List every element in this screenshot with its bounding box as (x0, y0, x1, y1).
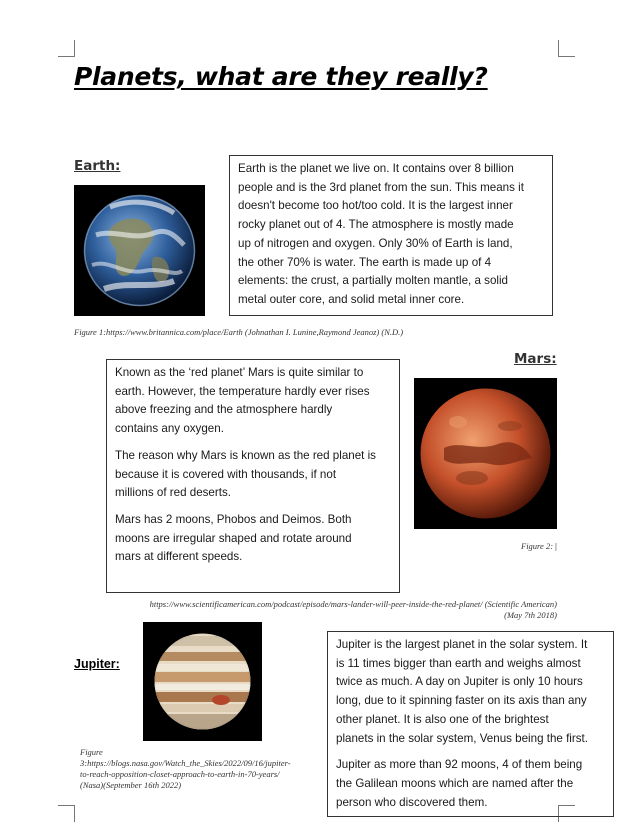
mars-text-line: earth. However, the temperature hardly ever rises (115, 384, 370, 398)
mars-globe-graphic (414, 378, 557, 529)
mars-text-line: because it is covered with thousands, if not (115, 467, 337, 481)
mars-heading: Mars: (514, 351, 557, 367)
earth-image[interactable] (74, 185, 205, 316)
jupiter-text-line: twice as much. A day on Jupiter is only 10 hours (336, 675, 583, 689)
jupiter-text-line: person who discovered them. (336, 795, 488, 809)
jupiter-text-line: other planet. It is also one of the brightest (336, 712, 549, 726)
mars-paragraph-3 (115, 511, 391, 567)
mars-figure-label: Figure 2: | (521, 541, 557, 551)
earth-heading: Earth: (74, 158, 121, 174)
jupiter-text-box[interactable] (327, 631, 614, 817)
jupiter-text-line: is 11 times bigger than earth and weighs almost (336, 656, 581, 670)
jupiter-text-line: Jupiter is the largest planet in the solar system. It (336, 638, 588, 651)
jupiter-globe-graphic (143, 622, 262, 741)
mars-paragraph-2 (115, 447, 391, 503)
crop-mark-bottom-left (58, 805, 75, 822)
earth-text-box[interactable] (229, 155, 553, 316)
mars-caption-line: https://www.scientificamerican.com/podcast/episode/mars-lander-will-peer-inside-the-red-planet/ (Scientific American) (149, 599, 557, 609)
earth-text-line: people and is the 3rd planet from the sun. This means it (238, 180, 524, 194)
jupiter-text-line: planets in the solar system, Venus being the first. (336, 731, 588, 745)
mars-text-line: moons are irregular shaped and rotate around (115, 531, 352, 545)
earth-text-line: metal outer core, and solid metal inner core. (238, 292, 465, 306)
jupiter-text-line: Jupiter as more than 92 moons, 4 of them being (336, 758, 583, 772)
mars-text-box[interactable] (106, 359, 400, 593)
jupiter-image[interactable] (143, 622, 262, 741)
mars-text-line: above freezing and the atmosphere hardly (115, 403, 333, 417)
mars-image[interactable] (414, 378, 557, 529)
jupiter-paragraph-2 (336, 756, 605, 812)
jupiter-caption-line: 3:https://blogs.nasa.gov/Watch_the_Skies/2022/09/16/jupiter- (80, 758, 291, 768)
mars-caption-line: (May 7th 2018) (504, 610, 557, 620)
jupiter-text-line: long, due to it spinning faster on its axis than any (336, 694, 587, 708)
mars-text-line: mars at different speeds. (115, 550, 243, 564)
earth-text-line: elements: the crust, a partially molten mantle, a solid (238, 274, 509, 288)
mars-text-line: Known as the ‘red planet’ Mars is quite similar to (115, 366, 364, 379)
jupiter-caption-line: Figure (80, 747, 103, 757)
earth-text-line: rocky planet out of 4. The atmosphere is mostly made (238, 218, 514, 232)
jupiter-text-line: the Galilean moons which are named after the (336, 776, 574, 790)
mars-text-line: The reason why Mars is known as the red planet is (115, 448, 376, 462)
jupiter-paragraph-1 (336, 636, 605, 748)
earth-text-line: doesn't become too hot/too cold. It is the largest inner (238, 199, 513, 213)
earth-text-line: Earth is the planet we live on. It contains over 8 billion (238, 162, 514, 175)
earth-figure-caption: Figure 1:https://www.britannica.com/place/Earth (Johnathan I. Lunine,Raymond Jeanoz) (N.D.) (74, 327, 404, 337)
earth-text-line: up of nitrogen and oxygen. Only 30% of Earth is land, (238, 236, 513, 250)
mars-figure-label-text: Figure 2: (521, 541, 554, 551)
page-title: Planets, what are they really? (74, 62, 488, 91)
crop-mark-top-right (558, 40, 575, 57)
earth-globe-graphic (74, 185, 205, 316)
mars-text-line: millions of red deserts. (115, 486, 231, 500)
jupiter-heading: Jupiter: (74, 657, 120, 671)
mars-paragraph-1 (115, 364, 391, 439)
mars-text-line: Mars has 2 moons, Phobos and Deimos. Both (115, 512, 352, 526)
mars-figure-caption (96, 599, 557, 621)
jupiter-caption-line: (Nasa)(September 16th 2022) (80, 780, 182, 790)
jupiter-caption-line: to-reach-opposition-closet-approach-to-earth-in-70-years/ (80, 769, 280, 779)
earth-text-line: the other 70% is water. The earth is made up of 4 (238, 255, 492, 269)
jupiter-figure-caption (80, 747, 320, 791)
crop-mark-top-left (58, 40, 75, 57)
mars-text-line: contains any oxygen. (115, 422, 224, 436)
